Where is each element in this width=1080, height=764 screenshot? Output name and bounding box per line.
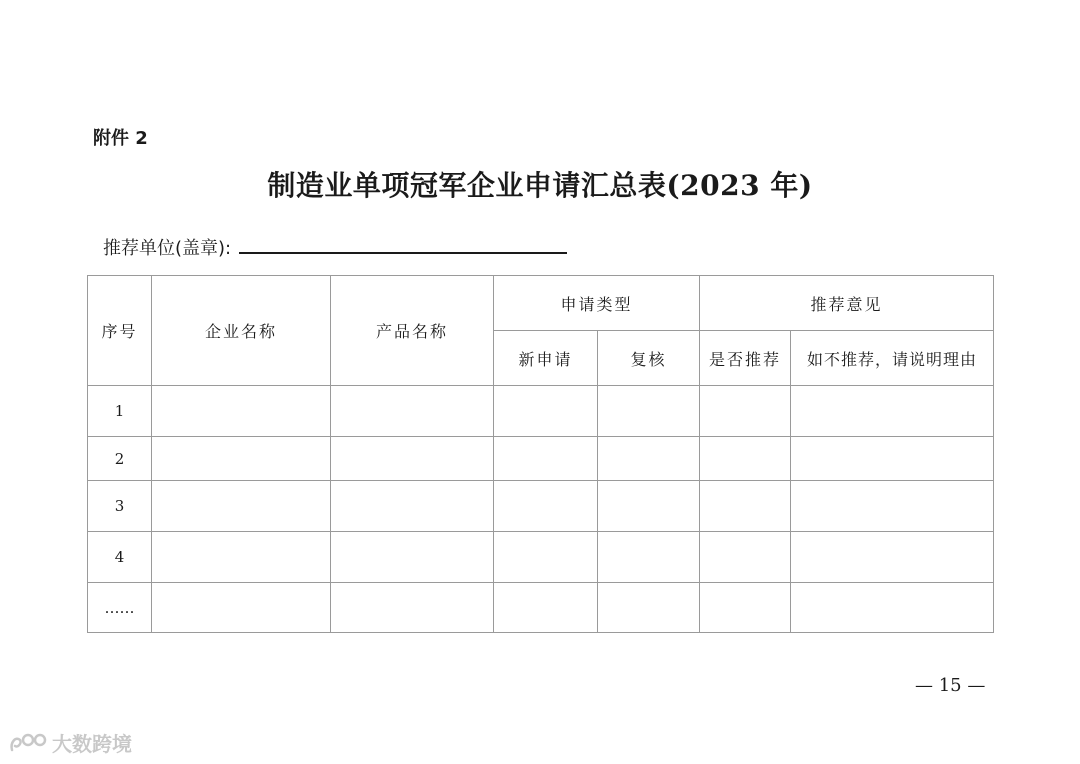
cell-product-name[interactable] xyxy=(331,437,494,481)
table-row xyxy=(88,437,994,481)
cell-new-application[interactable] xyxy=(494,386,598,437)
header-seq: 序号 xyxy=(88,276,152,386)
row-seq: …… xyxy=(88,583,152,633)
cell-review[interactable] xyxy=(598,481,700,532)
cell-product-name[interactable] xyxy=(331,583,494,633)
cell-review[interactable] xyxy=(598,437,700,481)
cell-product-name[interactable] xyxy=(331,481,494,532)
cell-new-application[interactable] xyxy=(494,437,598,481)
cell-review[interactable] xyxy=(598,386,700,437)
cell-product-name[interactable] xyxy=(331,532,494,583)
header-new-application: 新申请 xyxy=(494,331,598,386)
cell-is-recommended[interactable] xyxy=(700,532,791,583)
table-row xyxy=(88,583,994,633)
header-company-name: 企业名称 xyxy=(152,276,331,386)
recommender-blank-line xyxy=(239,232,567,254)
summary-table xyxy=(87,275,994,633)
page-number: — 15 — xyxy=(915,675,986,696)
cell-is-recommended[interactable] xyxy=(700,437,791,481)
cell-is-recommended[interactable] xyxy=(700,386,791,437)
cell-reason[interactable] xyxy=(791,532,994,583)
cell-reason[interactable] xyxy=(791,583,994,633)
header-recommendation-opinion: 推荐意见 xyxy=(700,276,994,331)
row-seq: 3 xyxy=(88,481,152,532)
recommender-field xyxy=(103,232,567,260)
watermark xyxy=(8,728,132,757)
brand-logo-icon xyxy=(8,730,48,756)
cell-new-application[interactable] xyxy=(494,583,598,633)
cell-review[interactable] xyxy=(598,583,700,633)
watermark-text: 大数跨境 xyxy=(52,732,132,756)
cell-new-application[interactable] xyxy=(494,532,598,583)
cell-company-name[interactable] xyxy=(152,437,331,481)
cell-company-name[interactable] xyxy=(152,386,331,437)
cell-company-name[interactable] xyxy=(152,481,331,532)
cell-company-name[interactable] xyxy=(152,583,331,633)
table-row xyxy=(88,481,994,532)
cell-new-application[interactable] xyxy=(494,481,598,532)
row-seq: 1 xyxy=(88,386,152,437)
header-review: 复核 xyxy=(598,331,700,386)
recommender-label: 推荐单位(盖章): xyxy=(103,238,232,259)
header-application-type: 申请类型 xyxy=(494,276,700,331)
cell-review[interactable] xyxy=(598,532,700,583)
document-title: 制造业单项冠军企业申请汇总表(2023 年) xyxy=(267,169,813,202)
row-seq: 2 xyxy=(88,437,152,481)
header-is-recommended: 是否推荐 xyxy=(700,331,791,386)
header-product-name: 产品名称 xyxy=(331,276,494,386)
cell-product-name[interactable] xyxy=(331,386,494,437)
attachment-label: 附件 2 xyxy=(93,128,148,149)
cell-reason[interactable] xyxy=(791,437,994,481)
header-reason-if-not: 如不推荐，请说明理由 xyxy=(791,331,994,386)
cell-reason[interactable] xyxy=(791,481,994,532)
cell-reason[interactable] xyxy=(791,386,994,437)
table-row xyxy=(88,532,994,583)
cell-is-recommended[interactable] xyxy=(700,583,791,633)
cell-is-recommended[interactable] xyxy=(700,481,791,532)
row-seq: 4 xyxy=(88,532,152,583)
cell-company-name[interactable] xyxy=(152,532,331,583)
header-row-1 xyxy=(88,276,994,331)
table-row xyxy=(88,386,994,437)
